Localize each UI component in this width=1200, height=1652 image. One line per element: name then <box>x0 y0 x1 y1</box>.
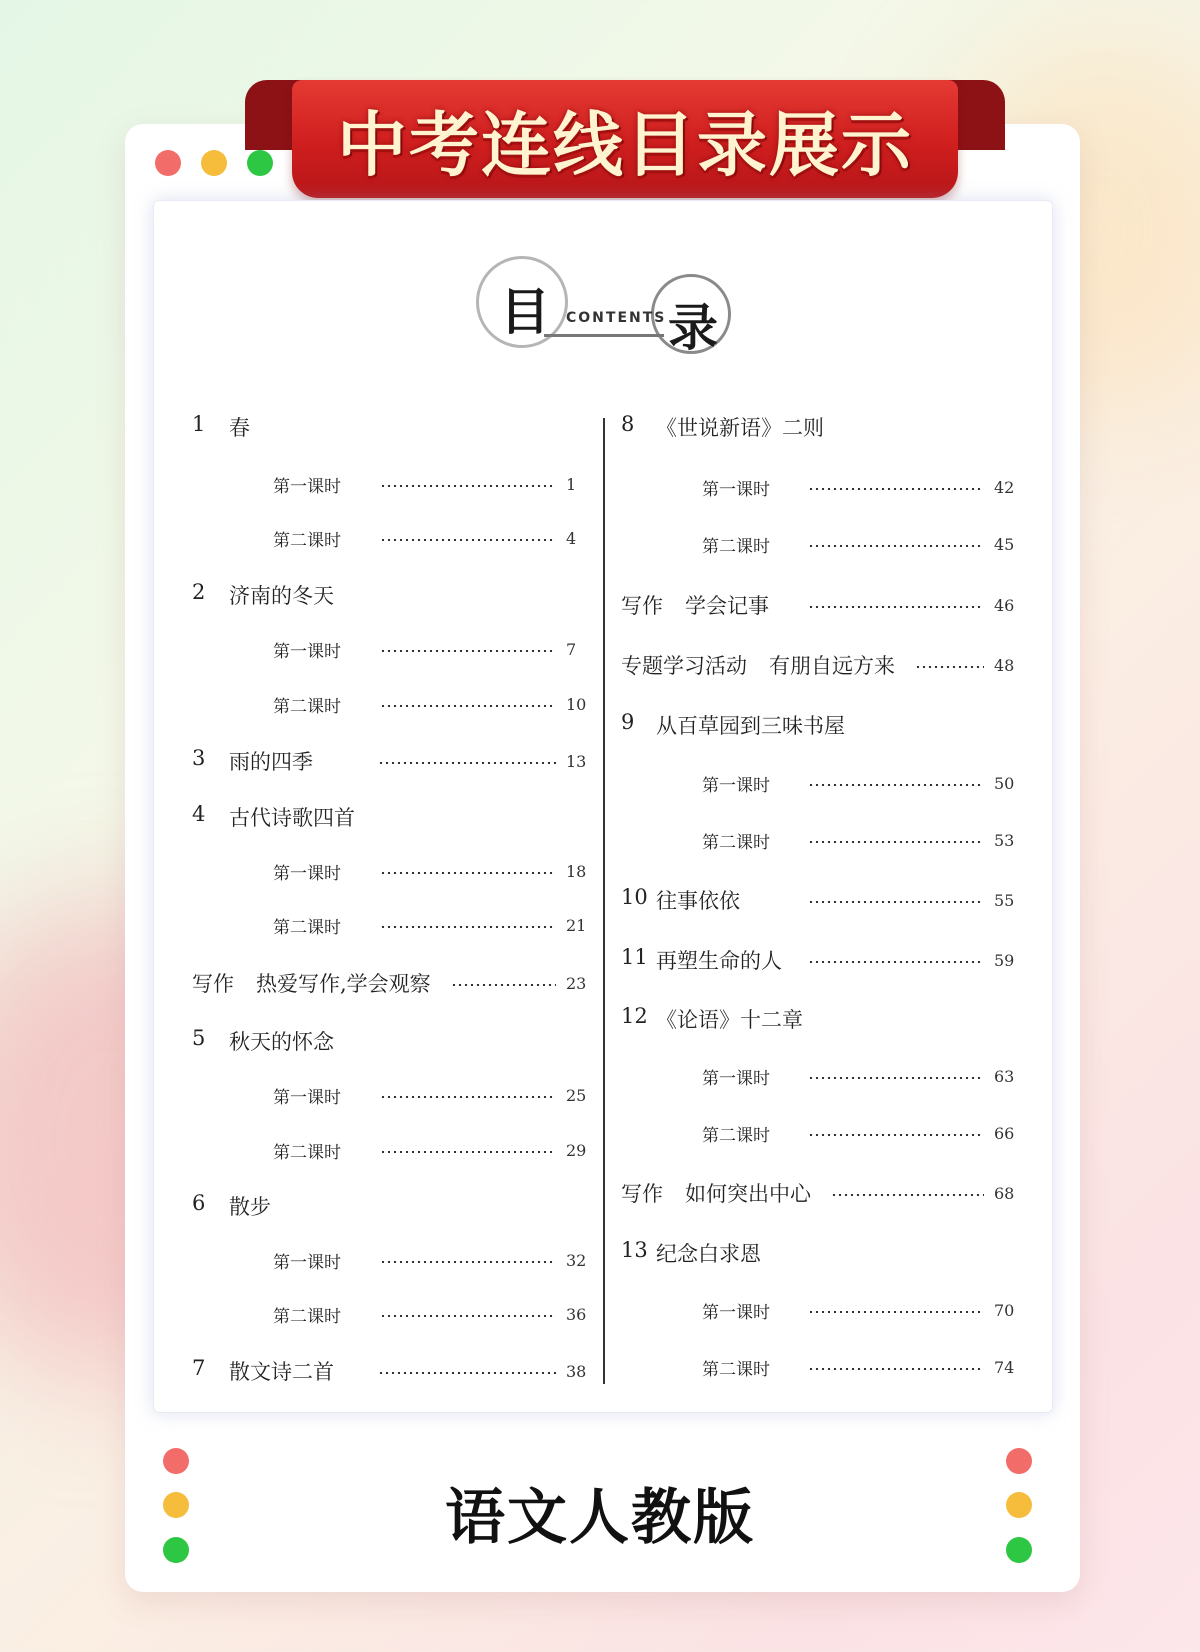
toc-lesson-title: 第二课时 <box>702 833 770 853</box>
heading-contents-label: CONTENTS <box>566 310 667 326</box>
toc-page-number: 32 <box>566 1251 587 1270</box>
toc-dot-leader <box>808 784 984 786</box>
toc-chapter-number: 13 <box>621 1238 648 1262</box>
toc-chapter-number: 写作 <box>192 972 234 996</box>
toc-lesson-title: 第二课时 <box>273 697 341 717</box>
toc-lesson-title: 第二课时 <box>702 537 770 557</box>
toc-dot-leader <box>380 926 556 928</box>
title-banner <box>292 80 958 198</box>
toc-page-number: 4 <box>566 529 577 548</box>
toc-dot-leader <box>380 705 556 707</box>
toc-chapter-title: 热爱写作,学会观察 <box>256 972 431 996</box>
toc-heading-logo <box>476 252 736 362</box>
toc-chapter-title: 纪念白求恩 <box>656 1242 761 1266</box>
toc-chapter-number: 1 <box>192 412 206 436</box>
toc-dot-leader <box>808 1077 984 1079</box>
footer-title: 语文人教版 <box>445 1483 755 1553</box>
toc-lesson-title: 第一课时 <box>273 1088 341 1108</box>
toc-dot-leader <box>378 762 556 764</box>
window-minimize-dot <box>201 150 227 176</box>
window-close-dot <box>155 150 181 176</box>
toc-page-number: 50 <box>994 774 1015 793</box>
toc-dot-leader <box>380 539 556 541</box>
toc-lesson-title: 第一课时 <box>273 642 341 662</box>
toc-chapter-title: 秋天的怀念 <box>229 1030 334 1054</box>
heading-char-mu: 目 <box>500 283 550 341</box>
toc-page-number: 29 <box>566 1141 587 1160</box>
toc-page-number: 53 <box>994 831 1015 850</box>
toc-chapter-title: 散步 <box>229 1195 271 1219</box>
toc-lesson-title: 第一课时 <box>273 1253 341 1273</box>
toc-dot-leader <box>808 606 984 608</box>
toc-chapter-number: 11 <box>621 945 648 969</box>
toc-page-number: 63 <box>994 1067 1015 1086</box>
toc-chapter-title: 雨的四季 <box>229 750 313 774</box>
toc-dot-leader <box>831 1194 984 1196</box>
toc-chapter-title: 春 <box>229 416 250 440</box>
toc-dot-leader <box>808 901 984 903</box>
toc-lesson-title: 第一课时 <box>702 1303 770 1323</box>
toc-page-number: 1 <box>566 475 577 494</box>
toc-page-number: 18 <box>566 862 587 881</box>
toc-dot-leader <box>808 545 984 547</box>
toc-chapter-number: 7 <box>192 1356 206 1380</box>
toc-dot-leader <box>380 1261 556 1263</box>
toc-dot-leader <box>380 650 556 652</box>
toc-page-number: 48 <box>994 656 1015 675</box>
toc-page-number: 70 <box>994 1301 1015 1320</box>
toc-chapter-title: 散文诗二首 <box>229 1360 334 1384</box>
toc-lesson-title: 第一课时 <box>702 776 770 796</box>
toc-chapter-title: 往事依依 <box>656 889 740 913</box>
toc-dot-leader <box>915 666 984 668</box>
toc-page-number: 38 <box>566 1362 587 1381</box>
toc-chapter-title: 古代诗歌四首 <box>229 806 355 830</box>
toc-page-number: 74 <box>994 1358 1015 1377</box>
toc-chapter-title: 有朋自远方来 <box>769 654 895 678</box>
toc-chapter-title: 再塑生命的人 <box>656 949 782 973</box>
toc-lesson-title: 第一课时 <box>702 480 770 500</box>
toc-chapter-number: 5 <box>192 1026 206 1050</box>
column-divider <box>603 418 605 1384</box>
toc-chapter-title: 学会记事 <box>685 594 769 618</box>
toc-page-number: 66 <box>994 1124 1015 1143</box>
toc-chapter-number: 8 <box>621 412 635 436</box>
toc-dot-leader <box>808 488 984 490</box>
toc-chapter-title: 济南的冬天 <box>229 584 334 608</box>
toc-page-number: 23 <box>566 974 587 993</box>
toc-dot-leader <box>380 485 556 487</box>
toc-dot-leader <box>808 1311 984 1313</box>
toc-chapter-number: 9 <box>621 710 635 734</box>
toc-lesson-title: 第二课时 <box>273 918 341 938</box>
toc-lesson-title: 第二课时 <box>702 1360 770 1380</box>
toc-chapter-number: 10 <box>621 885 648 909</box>
toc-page-number: 42 <box>994 478 1015 497</box>
heading-char-lu: 录 <box>668 299 718 357</box>
toc-chapter-number: 写作 <box>621 1182 663 1206</box>
toc-chapter-number: 12 <box>621 1004 648 1028</box>
toc-dot-leader <box>451 984 556 986</box>
toc-lesson-title: 第一课时 <box>702 1069 770 1089</box>
toc-dot-leader <box>378 1372 556 1374</box>
toc-page-number: 13 <box>566 752 587 771</box>
toc-page-number: 46 <box>994 596 1015 615</box>
toc-dot-leader <box>380 1096 556 1098</box>
toc-page-number: 21 <box>566 916 587 935</box>
toc-chapter-number: 写作 <box>621 594 663 618</box>
toc-page-number: 55 <box>994 891 1015 910</box>
toc-dot-leader <box>808 1368 984 1370</box>
toc-chapter-title: 《论语》十二章 <box>656 1008 803 1032</box>
toc-chapter-title: 从百草园到三味书屋 <box>656 714 845 738</box>
toc-chapter-number: 3 <box>192 746 206 770</box>
toc-dot-leader <box>380 1151 556 1153</box>
toc-chapter-title: 如何突出中心 <box>685 1182 811 1206</box>
toc-dot-leader <box>380 872 556 874</box>
toc-dot-leader <box>808 1134 984 1136</box>
toc-page-number: 10 <box>566 695 587 714</box>
heading-rule <box>544 334 664 337</box>
toc-lesson-title: 第二课时 <box>273 531 341 551</box>
toc-chapter-title: 《世说新语》二则 <box>656 416 824 440</box>
toc-dot-leader <box>808 961 984 963</box>
banner-title: 中考连线目录展示 <box>337 103 913 186</box>
window-maximize-dot <box>247 150 273 176</box>
toc-lesson-title: 第一课时 <box>273 864 341 884</box>
toc-lesson-title: 第二课时 <box>273 1143 341 1163</box>
toc-chapter-number: 2 <box>192 580 206 604</box>
toc-lesson-title: 第二课时 <box>273 1307 341 1327</box>
toc-lesson-title: 第一课时 <box>273 477 341 497</box>
toc-chapter-number: 6 <box>192 1191 206 1215</box>
toc-lesson-title: 第二课时 <box>702 1126 770 1146</box>
toc-chapter-number: 4 <box>192 802 206 826</box>
toc-page-number: 25 <box>566 1086 587 1105</box>
toc-chapter-number: 专题学习活动 <box>621 654 747 678</box>
toc-page-number: 36 <box>566 1305 587 1324</box>
toc-page-number: 7 <box>566 640 577 659</box>
toc-page-number: 45 <box>994 535 1015 554</box>
toc-page-number: 68 <box>994 1184 1015 1203</box>
toc-dot-leader <box>380 1315 556 1317</box>
toc-page-number: 59 <box>994 951 1015 970</box>
toc-dot-leader <box>808 841 984 843</box>
